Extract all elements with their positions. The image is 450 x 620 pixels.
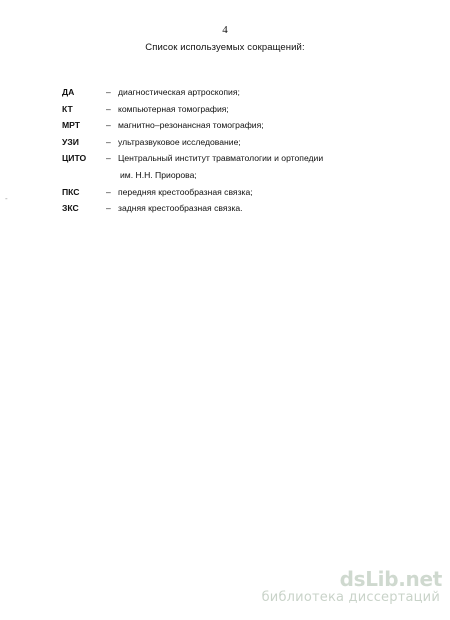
abbreviation-row (62, 101, 402, 118)
abbreviation-definition: ультразвуковое исследование; (118, 136, 241, 147)
page-heading: Список используемых сокращений: (145, 42, 305, 53)
abbreviation-code: ЗКС (62, 203, 79, 214)
abbreviation-dash: – (106, 87, 111, 97)
abbreviation-definition (118, 150, 402, 183)
abbreviation-dash: – (106, 120, 111, 131)
abbreviation-dash: – (106, 103, 111, 114)
abbreviation-row (62, 134, 402, 151)
abbreviation-definition: диагностическая артроскопия; (118, 87, 240, 97)
abbreviation-code: ПКС (62, 186, 80, 197)
abbreviation-row (62, 200, 402, 217)
abbreviation-definition: передняя крестообразная связка; (118, 186, 253, 197)
abbreviation-dash: – (106, 136, 111, 147)
margin-mark: - (5, 194, 8, 203)
watermark (262, 568, 442, 606)
abbreviation-row (62, 117, 402, 134)
abbreviation-definition: задняя крестообразная связка. (118, 203, 243, 214)
abbreviation-row (62, 184, 402, 201)
abbreviation-code: ДА (62, 87, 75, 97)
abbreviation-code: УЗИ (62, 136, 79, 147)
page-number: 4 (222, 24, 228, 36)
watermark-tagline: библиотека диссертаций (261, 590, 440, 605)
abbreviation-code: МРТ (62, 120, 81, 131)
abbreviation-row (62, 84, 402, 101)
watermark-logo: dsLib.net (339, 567, 442, 591)
abbreviation-dash: – (106, 153, 111, 164)
abbreviation-row (62, 150, 402, 183)
abbreviation-definition-continuation: им. Н.Н. Приорова; (120, 169, 197, 180)
abbreviation-dash: – (106, 186, 111, 197)
abbreviation-definition: компьютерная томография; (118, 103, 229, 114)
abbreviation-code: ЦИТО (62, 153, 87, 164)
abbreviation-code: КТ (62, 103, 73, 114)
abbreviation-definition: магнитно–резонансная томография; (118, 120, 264, 131)
abbreviation-definition-line: Центральный институт травматологии и ортопедии (118, 153, 324, 164)
abbreviation-list (62, 84, 402, 217)
abbreviation-dash: – (106, 203, 111, 214)
